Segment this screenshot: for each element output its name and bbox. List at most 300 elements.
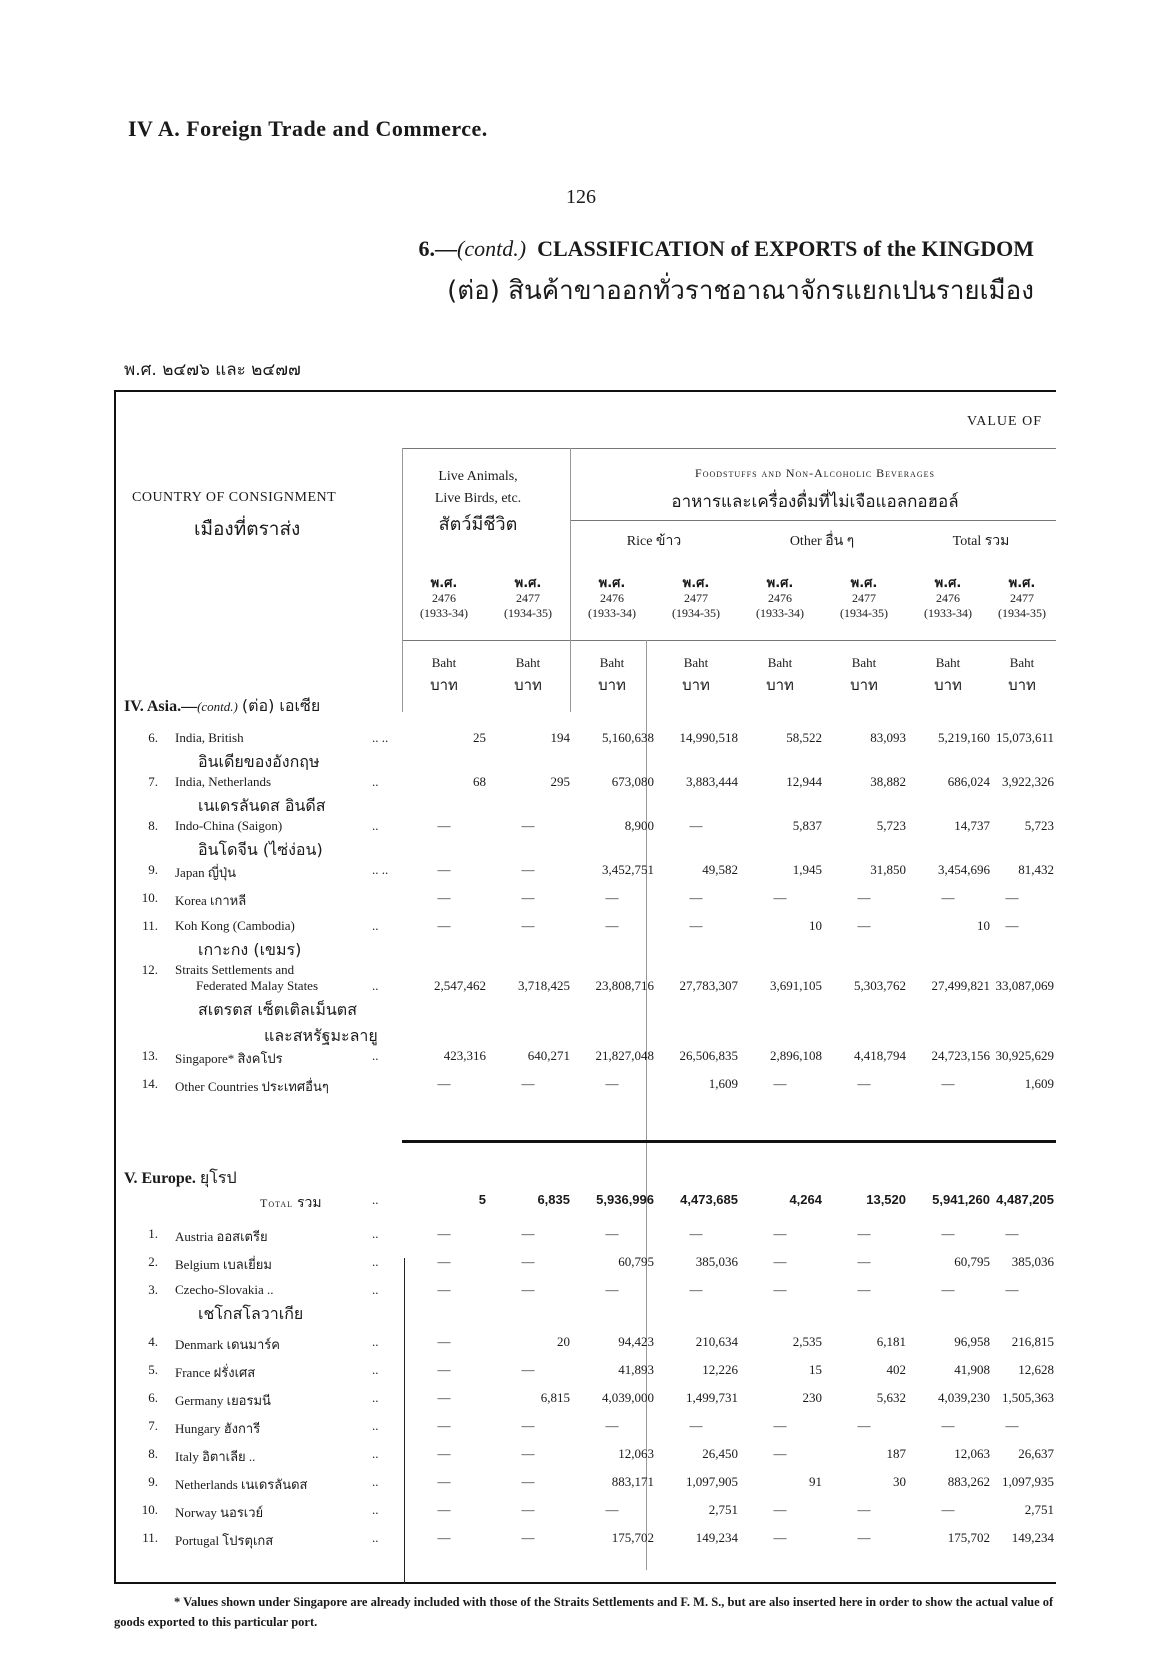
value-cell: 60,795: [954, 1254, 990, 1269]
other-header: Other อื่น ๆ: [789, 534, 855, 549]
value-cell: 41,893: [618, 1362, 654, 1377]
value-cell: —: [689, 918, 703, 933]
value-cell: 686,024: [947, 774, 990, 789]
value-cell: —: [773, 1076, 787, 1091]
asia-label: IV. Asia.—: [124, 698, 198, 715]
value-cell: 6,815: [540, 1390, 570, 1405]
row-number: 11.: [142, 1530, 158, 1545]
value-cell: 402: [886, 1362, 906, 1377]
col-header-1: [402, 576, 486, 621]
table-title-th: (ต่อ) สินค้าขาออกทั่วราชอาณาจักรแยกเปนรายเมือง: [447, 276, 1034, 306]
leader-dots: ..: [372, 818, 379, 833]
country-name: Austria ออสเตรีย: [175, 1229, 268, 1244]
country-name: Netherlands เนเดรลันดส: [175, 1477, 308, 1492]
col-be: พ.ศ.: [850, 576, 878, 591]
value-cell: —: [437, 862, 451, 877]
country-name: Straits Settlements and: [175, 962, 295, 977]
value-cell: —: [521, 862, 535, 877]
country-name: Japan ญี่ปุ่น: [175, 865, 237, 880]
col-ad: (1933-34): [924, 606, 972, 620]
value-cell: —: [773, 890, 787, 905]
value-cell: —: [689, 1282, 703, 1297]
value-cell: 640,271: [527, 1048, 570, 1063]
value-cell: 2,535: [792, 1334, 822, 1349]
value-cell: —: [605, 918, 619, 933]
value-cell: —: [941, 890, 955, 905]
value-cell: —: [605, 1076, 619, 1091]
row-number: 6.: [148, 1390, 158, 1405]
value-cell: 12,628: [1018, 1362, 1054, 1377]
value-cell: 58,522: [786, 730, 822, 745]
value-cell: 26,637: [1018, 1446, 1054, 1461]
value-cell: 187: [886, 1446, 906, 1461]
row-number: 9.: [148, 1474, 158, 1489]
value-cell: —: [689, 1418, 703, 1433]
row-number: 9.: [148, 862, 158, 877]
country-name-th: เกาะกง (เขมร): [198, 940, 302, 959]
value-cell: 1,097,905: [686, 1474, 738, 1489]
col-ad: (1934-35): [672, 606, 720, 620]
value-cell: —: [521, 1362, 535, 1377]
value-cell: —: [1005, 1418, 1019, 1433]
country-name-line2: Federated Malay States: [196, 978, 319, 993]
row-number: 4.: [148, 1334, 158, 1349]
value-cell: 27,783,307: [679, 978, 738, 993]
row-number: 8.: [148, 1446, 158, 1461]
row-number: 1.: [148, 1226, 158, 1241]
row-number: 8.: [148, 818, 158, 833]
value-cell: —: [605, 1226, 619, 1241]
row-number: 12.: [141, 962, 158, 977]
value-cell: —: [437, 1076, 451, 1091]
total-header: Total รวม: [952, 534, 1010, 549]
unit-col-8: [980, 652, 1064, 696]
value-cell: —: [521, 918, 535, 933]
unit-en: Baht: [599, 655, 625, 670]
col-be: พ.ศ.: [430, 576, 458, 591]
col-ad: (1933-34): [756, 606, 804, 620]
value-cell: —: [521, 1530, 535, 1545]
unit-th: บาท: [1008, 676, 1036, 694]
col-ad: (1933-34): [420, 606, 468, 620]
leader-dots: .. ..: [372, 862, 389, 877]
asia-contd: (contd.): [197, 699, 238, 714]
col-header-6: [822, 576, 906, 621]
foodstuffs-header: Foodstuffs and Non-Alcoholic Beverages: [695, 466, 935, 480]
value-cell: 1,505,363: [1002, 1390, 1054, 1405]
value-cell: 673,080: [611, 774, 654, 789]
live-animals-line2: Live Birds, etc.: [434, 491, 522, 506]
col-year: 2477: [684, 591, 708, 605]
value-cell: 149,234: [695, 1530, 738, 1545]
leader-dots: ..: [372, 1502, 379, 1517]
value-cell: 24,723,156: [931, 1048, 990, 1063]
value-cell: 3,922,326: [1002, 774, 1054, 789]
total-value-cell: 13,520: [866, 1192, 906, 1207]
live-animals-line1: Live Animals,: [438, 469, 518, 484]
asia-group-heading: [124, 694, 320, 719]
col-ad: (1934-35): [840, 606, 888, 620]
value-cell: 175,702: [947, 1530, 990, 1545]
value-cell: —: [857, 1226, 871, 1241]
row-number: 10.: [141, 1502, 158, 1517]
country-name: Portugal โปรตุเกส: [175, 1533, 274, 1548]
foodstuffs-header-th: อาหารและเครื่องดื่มที่ไม่เจือแอลกอฮอล์: [671, 492, 959, 512]
country-name-th: อินโดจีน (ไซ่ง่อน): [198, 840, 323, 859]
value-cell: 5,723: [876, 818, 906, 833]
value-cell: 385,036: [1011, 1254, 1054, 1269]
unit-th: บาท: [430, 676, 458, 694]
value-cell: 81,432: [1018, 862, 1054, 877]
value-cell: 94,423: [618, 1334, 654, 1349]
value-cell: —: [521, 1254, 535, 1269]
header-divider-food: [570, 448, 571, 712]
col-ad: (1934-35): [998, 606, 1046, 620]
value-cell: 1,609: [1024, 1076, 1054, 1091]
value-cell: 5,303,762: [854, 978, 906, 993]
value-cell: —: [1005, 918, 1019, 933]
value-cell: 30: [893, 1474, 906, 1489]
value-cell: 4,039,000: [602, 1390, 654, 1405]
value-cell: —: [605, 1418, 619, 1433]
total-value-cell: 4,487,205: [996, 1192, 1054, 1207]
value-cell: 2,751: [708, 1502, 738, 1517]
col-year: 2476: [432, 591, 456, 605]
total-value-cell: 5,941,260: [932, 1192, 990, 1207]
value-cell: 8,900: [624, 818, 654, 833]
value-cell: —: [773, 1530, 787, 1545]
country-name: Koh Kong (Cambodia): [175, 918, 295, 933]
live-animals-header: [420, 466, 536, 536]
value-cell: 1,945: [792, 862, 822, 877]
row-number: 13.: [141, 1048, 158, 1063]
row-number: 7.: [148, 1418, 158, 1433]
country-header-en: COUNTRY OF CONSIGNMENT: [132, 490, 337, 505]
country-name: India, British: [175, 730, 244, 745]
value-cell: —: [437, 918, 451, 933]
total-label: [260, 1192, 322, 1214]
europe-label: V. Europe.: [124, 1170, 196, 1187]
value-cell: 27,499,821: [931, 978, 990, 993]
row-number: 11.: [142, 918, 158, 933]
value-cell: 230: [802, 1390, 822, 1405]
header-rule-top: [402, 448, 1056, 449]
live-animals-th: สัตว์มีชีวิต: [438, 514, 518, 535]
value-cell: 12,063: [618, 1446, 654, 1461]
country-header-th: เมืองที่ตราส่ง: [194, 518, 301, 540]
section-heading: IV A. Foreign Trade and Commerce.: [128, 116, 488, 141]
table-title-en: [419, 236, 1034, 262]
value-cell: 30,925,629: [995, 1048, 1054, 1063]
value-cell: —: [437, 1502, 451, 1517]
value-cell: —: [857, 1418, 871, 1433]
leader-dots: ..: [372, 978, 379, 993]
country-name: Singapore* สิงคโปร: [175, 1051, 283, 1066]
unit-col-3: [570, 652, 654, 696]
value-cell: —: [773, 1226, 787, 1241]
row-number: 5.: [148, 1362, 158, 1377]
unit-th: บาท: [682, 676, 710, 694]
value-cell: 12,226: [702, 1362, 738, 1377]
value-cell: 1,097,935: [1002, 1474, 1054, 1489]
value-cell: 3,718,425: [518, 978, 570, 993]
years-thai: พ.ศ. ๒๔๗๖ และ ๒๔๗๗: [124, 360, 301, 380]
value-cell: —: [521, 1076, 535, 1091]
value-cell: —: [605, 890, 619, 905]
value-cell: 20: [557, 1334, 570, 1349]
value-cell: 33,087,069: [995, 978, 1054, 993]
leader-dots: ..: [372, 1334, 379, 1349]
col-year: 2476: [600, 591, 624, 605]
value-cell: —: [857, 1254, 871, 1269]
col-ad: (1933-34): [588, 606, 636, 620]
value-cell: 2,751: [1024, 1502, 1054, 1517]
unit-en: Baht: [431, 655, 457, 670]
leader-dots: .. ..: [372, 730, 389, 745]
leader-dots: ..: [372, 774, 379, 789]
value-cell: —: [1005, 1282, 1019, 1297]
value-cell: —: [521, 890, 535, 905]
value-cell: —: [437, 818, 451, 833]
value-cell: —: [857, 1076, 871, 1091]
page-number: 126: [566, 186, 596, 208]
country-name: Czecho-Slovakia ..: [175, 1282, 274, 1297]
value-cell: 14,737: [954, 818, 990, 833]
value-cell: —: [941, 1502, 955, 1517]
col-year: 2476: [768, 591, 792, 605]
country-name: Korea เกาหลี: [175, 893, 247, 908]
unit-th: บาท: [598, 676, 626, 694]
country-name: Italy อิตาเลีย ..: [175, 1449, 256, 1464]
value-cell: 10: [809, 918, 822, 933]
country-name-th: เนเดรลันดส อินดีส: [198, 796, 326, 815]
value-cell: 83,093: [870, 730, 906, 745]
value-cell: 4,039,230: [938, 1390, 990, 1405]
unit-en: Baht: [767, 655, 793, 670]
unit-th: บาท: [514, 676, 542, 694]
value-cell: —: [437, 890, 451, 905]
unit-col-6: [822, 652, 906, 696]
value-cell: —: [689, 1226, 703, 1241]
leader-dots: ..: [372, 1226, 379, 1241]
col-ad: (1934-35): [504, 606, 552, 620]
value-cell: 5,219,160: [938, 730, 990, 745]
unit-en: Baht: [1009, 655, 1035, 670]
col-year: 2476: [936, 591, 960, 605]
value-cell: —: [437, 1530, 451, 1545]
total-dots: ..: [372, 1192, 379, 1207]
value-cell: 5,723: [1024, 818, 1054, 833]
country-name-th: สเตรตส เซ็ตเติลเม็นตส: [198, 1000, 357, 1019]
country-name: Denmark เดนมาร์ค: [175, 1337, 280, 1352]
value-cell: 60,795: [618, 1254, 654, 1269]
row-number: 3.: [148, 1282, 158, 1297]
unit-col-4: [654, 652, 738, 696]
asia-th: (ต่อ) เอเซีย: [241, 696, 321, 715]
unit-col-5: [738, 652, 822, 696]
country-name: Hungary ฮังการี: [175, 1421, 261, 1436]
value-cell: 210,634: [695, 1334, 738, 1349]
value-cell: 96,958: [954, 1334, 990, 1349]
leader-dots: ..: [372, 1446, 379, 1461]
value-cell: 883,171: [611, 1474, 654, 1489]
value-cell: —: [857, 1282, 871, 1297]
unit-th: บาท: [766, 676, 794, 694]
leader-dots: ..: [372, 1254, 379, 1269]
col-year: 2477: [1010, 591, 1034, 605]
value-cell: 12,063: [954, 1446, 990, 1461]
unit-en: Baht: [683, 655, 709, 670]
value-cell: 4,418,794: [854, 1048, 906, 1063]
leader-dots: ..: [372, 1282, 379, 1297]
header-rule-years: [402, 640, 1056, 641]
country-name: India, Netherlands: [175, 774, 272, 789]
value-cell: 91: [809, 1474, 822, 1489]
header-rule-food: [570, 520, 1056, 521]
value-cell: 68: [473, 774, 486, 789]
col-header-5: [738, 576, 822, 621]
value-cell: 423,316: [443, 1048, 486, 1063]
value-cell: —: [605, 1282, 619, 1297]
country-name-th: อินเดียของอังกฤษ: [198, 752, 320, 771]
leader-dots: ..: [372, 1048, 379, 1063]
value-cell: 1,499,731: [686, 1390, 738, 1405]
value-cell: 14,990,518: [679, 730, 738, 745]
value-cell: —: [857, 1530, 871, 1545]
country-name-th-line2: และสหรัฐมะลายู: [264, 1026, 378, 1045]
unit-col-1: [402, 652, 486, 696]
country-name: Norway นอรเวย์: [175, 1505, 264, 1520]
value-cell: 2,896,108: [770, 1048, 822, 1063]
leader-dots: ..: [372, 1418, 379, 1433]
col-year: 2477: [516, 591, 540, 605]
value-cell: 385,036: [695, 1254, 738, 1269]
leader-dots: ..: [372, 1474, 379, 1489]
value-cell: 23,808,716: [595, 978, 654, 993]
value-cell: 5,632: [876, 1390, 906, 1405]
col-year: 2477: [852, 591, 876, 605]
total-label-th: รวม: [297, 1195, 322, 1211]
value-cell: —: [773, 1254, 787, 1269]
value-cell: —: [437, 1334, 451, 1349]
value-cell: —: [521, 1474, 535, 1489]
value-cell: 10: [977, 918, 990, 933]
unit-th: บาท: [850, 676, 878, 694]
value-cell: —: [521, 1226, 535, 1241]
col-be: พ.ศ.: [1008, 576, 1036, 591]
country-name: Germany เยอรมนี: [175, 1393, 271, 1408]
row-number: 14.: [141, 1076, 158, 1091]
total-value-cell: 4,264: [789, 1192, 822, 1207]
row-number: 2.: [148, 1254, 158, 1269]
value-cell: 216,815: [1011, 1334, 1054, 1349]
value-cell: 38,882: [870, 774, 906, 789]
value-cell: —: [521, 1502, 535, 1517]
value-cell: —: [1005, 1226, 1019, 1241]
value-cell: 41,908: [954, 1362, 990, 1377]
header-divider-live: [402, 448, 403, 712]
unit-en: Baht: [515, 655, 541, 670]
value-cell: —: [941, 1226, 955, 1241]
title-prefix: 6.—: [418, 236, 458, 261]
leader-dots: ..: [372, 918, 379, 933]
country-name: France ฝรั่งเศส: [175, 1365, 256, 1380]
value-cell: —: [437, 1254, 451, 1269]
col-header-4: [654, 576, 738, 621]
col-be: พ.ศ.: [934, 576, 962, 591]
value-cell: 5,160,638: [602, 730, 654, 745]
unit-col-7: [906, 652, 990, 696]
value-cell: 1,609: [708, 1076, 738, 1091]
value-cell: —: [437, 1418, 451, 1433]
col-header-8: [980, 576, 1064, 621]
row-number: 6.: [148, 730, 158, 745]
country-name: Indo-China (Saigon): [175, 818, 283, 833]
total-value-cell: 5: [478, 1192, 486, 1207]
value-cell: —: [941, 1418, 955, 1433]
europe-group-heading: [124, 1166, 237, 1191]
asia-end-rule: [402, 1140, 1056, 1143]
value-cell: —: [437, 1390, 451, 1405]
value-cell: 883,262: [947, 1474, 990, 1489]
value-cell: 3,454,696: [938, 862, 990, 877]
value-cell: —: [689, 818, 703, 833]
footnote: * Values shown under Singapore are already included with those of the Straits Settlements and F. M. S., but are also inserted here in order to show the actual value of goods exported to this particular port.: [114, 1595, 1054, 1629]
leader-dots: ..: [372, 1530, 379, 1545]
value-cell: 194: [550, 730, 570, 745]
leader-dots: ..: [372, 1390, 379, 1405]
value-cell: 295: [550, 774, 570, 789]
value-cell: —: [521, 1446, 535, 1461]
unit-en: Baht: [851, 655, 877, 670]
value-cell: 12,944: [786, 774, 822, 789]
value-cell: 31,850: [870, 862, 906, 877]
unit-col-2: [486, 652, 570, 696]
value-cell: —: [773, 1282, 787, 1297]
total-label-en: Total: [260, 1196, 294, 1210]
row-number: 10.: [141, 890, 158, 905]
col-header-2: [486, 576, 570, 621]
col-be: พ.ศ.: [598, 576, 626, 591]
value-cell: 149,234: [1011, 1530, 1054, 1545]
country-name: Belgium เบลเยี่ยม: [175, 1257, 272, 1272]
country-name-th: เชโกสโลวาเกีย: [198, 1304, 304, 1323]
value-cell: 3,883,444: [686, 774, 738, 789]
value-cell: —: [941, 1282, 955, 1297]
value-cell: 49,582: [702, 862, 738, 877]
value-cell: 25: [473, 730, 486, 745]
europe-th: ยุโรป: [199, 1168, 237, 1187]
value-cell: 3,452,751: [602, 862, 654, 877]
value-of-header: VALUE OF: [966, 414, 1042, 429]
col-be: พ.ศ.: [514, 576, 542, 591]
value-cell: —: [857, 918, 871, 933]
col-be: พ.ศ.: [766, 576, 794, 591]
country-name: Other Countries ประเทศอื่นๆ: [175, 1079, 329, 1094]
value-cell: —: [437, 1446, 451, 1461]
value-cell: 21,827,048: [595, 1048, 654, 1063]
total-value-cell: 4,473,685: [680, 1192, 738, 1207]
value-cell: —: [521, 818, 535, 833]
value-cell: 26,450: [702, 1446, 738, 1461]
value-cell: 3,691,105: [770, 978, 822, 993]
leader-dots: ..: [372, 1362, 379, 1377]
unit-en: Baht: [935, 655, 961, 670]
value-cell: —: [437, 1226, 451, 1241]
value-cell: —: [437, 1362, 451, 1377]
value-cell: —: [605, 1502, 619, 1517]
col-be: พ.ศ.: [682, 576, 710, 591]
